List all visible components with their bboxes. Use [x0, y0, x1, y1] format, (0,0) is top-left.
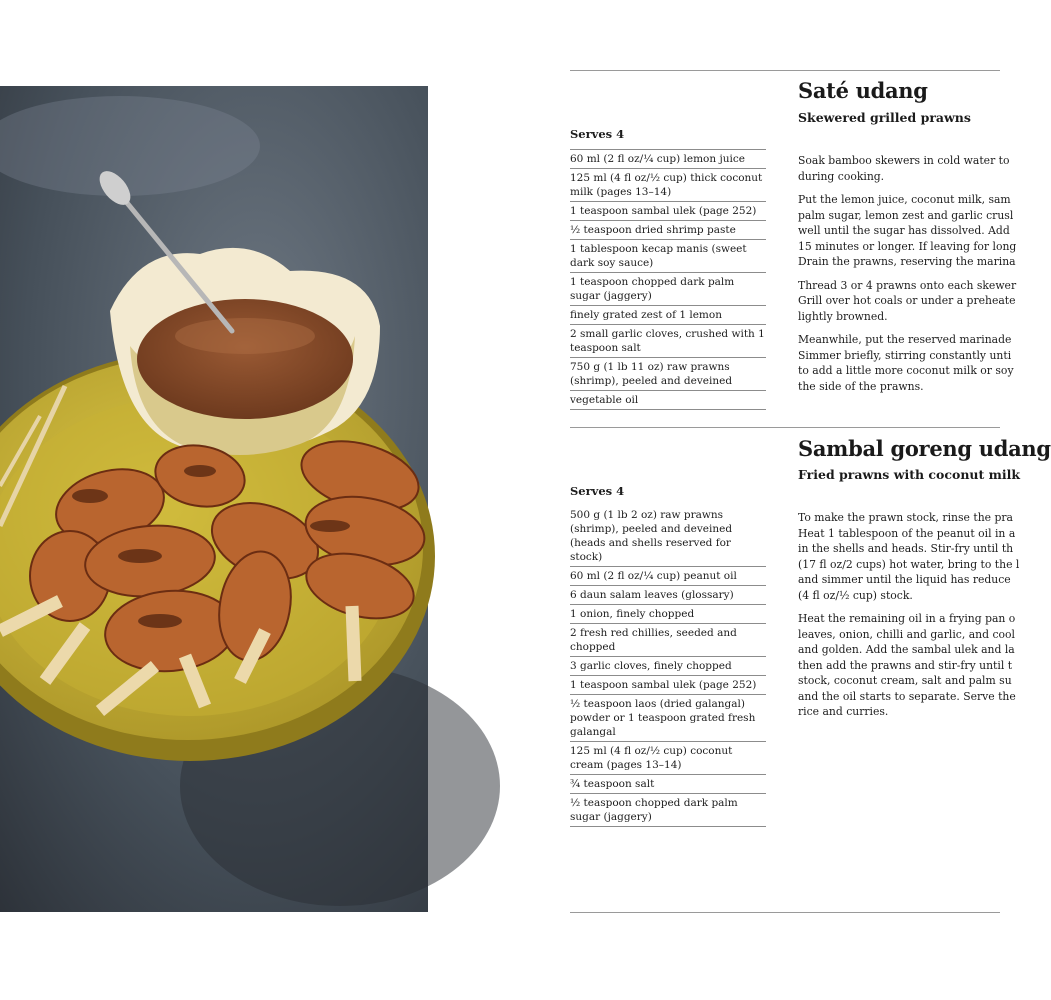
grilled-prawn-skewers-photo	[0, 86, 428, 912]
method-line: and simmer until the liquid has reduce	[798, 573, 1011, 586]
method-line: and the oil starts to separate. Serve the	[798, 689, 1016, 703]
method-text	[798, 510, 1020, 728]
ingredient-list	[570, 149, 766, 410]
food-photo	[0, 86, 428, 912]
method-line: To make the prawn stock, rinse the pra	[798, 511, 1013, 524]
method-line: Heat 1 tablespoon of the peanut oil in a	[798, 526, 1016, 540]
ingredient-item: 125 ml (4 fl oz/½ cup) thick coconut milk (pages 13–14)	[570, 169, 766, 202]
method-line: Thread 3 or 4 prawns onto each skewer	[798, 278, 1017, 292]
ingredient-item: 6 daun salam leaves (glossary)	[570, 586, 766, 605]
ingredient-item: 2 fresh red chillies, seeded and chopped	[570, 624, 766, 657]
serves-label: Serves 4	[570, 484, 625, 498]
ingredient-item: 750 g (1 lb 11 oz) raw prawns (shrimp), peeled and deveined	[570, 358, 766, 391]
method-paragraph	[798, 510, 1020, 603]
method-line: Soak bamboo skewers in cold water to	[798, 154, 1010, 167]
ingredient-item: 2 small garlic cloves, crushed with 1 teaspoon salt	[570, 325, 766, 358]
method-line: palm sugar, lemon zest and garlic crusl	[798, 208, 1014, 222]
ingredient-item: ½ teaspoon laos (dried galangal) powder or 1 teaspoon grated fresh galangal	[570, 695, 766, 742]
method-paragraph	[798, 332, 1014, 394]
method-paragraph	[798, 192, 1017, 270]
serves-label: Serves 4	[570, 127, 625, 141]
method-line: Meanwhile, put the reserved marinade	[798, 333, 1012, 346]
ingredient-item: ½ teaspoon chopped dark palm sugar (jaggery)	[570, 794, 766, 827]
ingredient-item: vegetable oil	[570, 391, 766, 410]
method-line: (17 fl oz/2 cups) hot water, bring to the l	[798, 557, 1020, 571]
method-line: stock, coconut cream, salt and palm su	[798, 674, 1012, 687]
recipe-sate-udang	[570, 70, 1017, 427]
ingredient-item: ½ teaspoon dried shrimp paste	[570, 221, 766, 240]
method-line: Put the lemon juice, coconut milk, sam	[798, 193, 1011, 206]
method-line: well until the sugar has dissolved. Add	[798, 224, 1010, 237]
bottom-rule	[570, 912, 1000, 913]
method-line: Simmer briefly, stirring constantly unti	[798, 348, 1012, 362]
method-line: the side of the prawns.	[798, 379, 924, 393]
ingredient-item: 3 garlic cloves, finely chopped	[570, 657, 766, 676]
recipe-title: Sambal goreng udang	[798, 436, 1051, 461]
method-line: Drain the prawns, reserving the marina	[798, 255, 1016, 268]
ingredient-item: 60 ml (2 fl oz/¼ cup) peanut oil	[570, 567, 766, 586]
method-paragraph	[798, 278, 1017, 325]
method-line: in the shells and heads. Stir-fry until th	[798, 542, 1014, 555]
method-line: (4 fl oz/½ cup) stock.	[798, 588, 913, 602]
ingredient-item: 500 g (1 lb 2 oz) raw prawns (shrimp), peeled and deveined (heads and shells reserved for stock)	[570, 506, 766, 567]
method-line: Grill over hot coals or under a preheate	[798, 294, 1016, 307]
method-line: 15 minutes or longer. If leaving for long	[798, 239, 1017, 253]
method-paragraph	[798, 611, 1016, 720]
ingredient-item: 1 onion, finely chopped	[570, 605, 766, 624]
recipe-subtitle: Skewered grilled prawns	[798, 110, 971, 125]
recipe-title: Saté udang	[798, 78, 928, 103]
method-text	[798, 153, 1017, 402]
recipe-subtitle: Fried prawns with coconut milk	[798, 467, 1021, 482]
ingredient-item: 1 tablespoon kecap manis (sweet dark soy sauce)	[570, 240, 766, 273]
ingredient-item: 1 teaspoon chopped dark palm sugar (jaggery)	[570, 273, 766, 306]
ingredient-item: 60 ml (2 fl oz/¼ cup) lemon juice	[570, 150, 766, 169]
method-line: to add a little more coconut milk or soy	[798, 364, 1014, 377]
method-line: Heat the remaining oil in a frying pan o	[798, 612, 1016, 625]
method-line: rice and curries.	[798, 705, 889, 718]
ingredient-item: 125 ml (4 fl oz/½ cup) coconut cream (pages 13–14)	[570, 742, 766, 775]
recipe-sambal-goreng-udang	[570, 427, 1051, 912]
method-line: lightly browned.	[798, 309, 888, 323]
ingredient-item: 1 teaspoon sambal ulek (page 252)	[570, 676, 766, 695]
method-paragraph	[798, 153, 1010, 184]
ingredient-item: 1 teaspoon sambal ulek (page 252)	[570, 202, 766, 221]
method-line: leaves, onion, chilli and garlic, and cool	[798, 627, 1015, 641]
method-line: then add the prawns and stir-fry until t	[798, 658, 1013, 672]
method-line: and golden. Add the sambal ulek and la	[798, 643, 1015, 656]
ingredient-list	[570, 506, 766, 827]
ingredient-item: ¾ teaspoon salt	[570, 775, 766, 794]
method-line: during cooking.	[798, 169, 885, 183]
ingredient-item: finely grated zest of 1 lemon	[570, 306, 766, 325]
